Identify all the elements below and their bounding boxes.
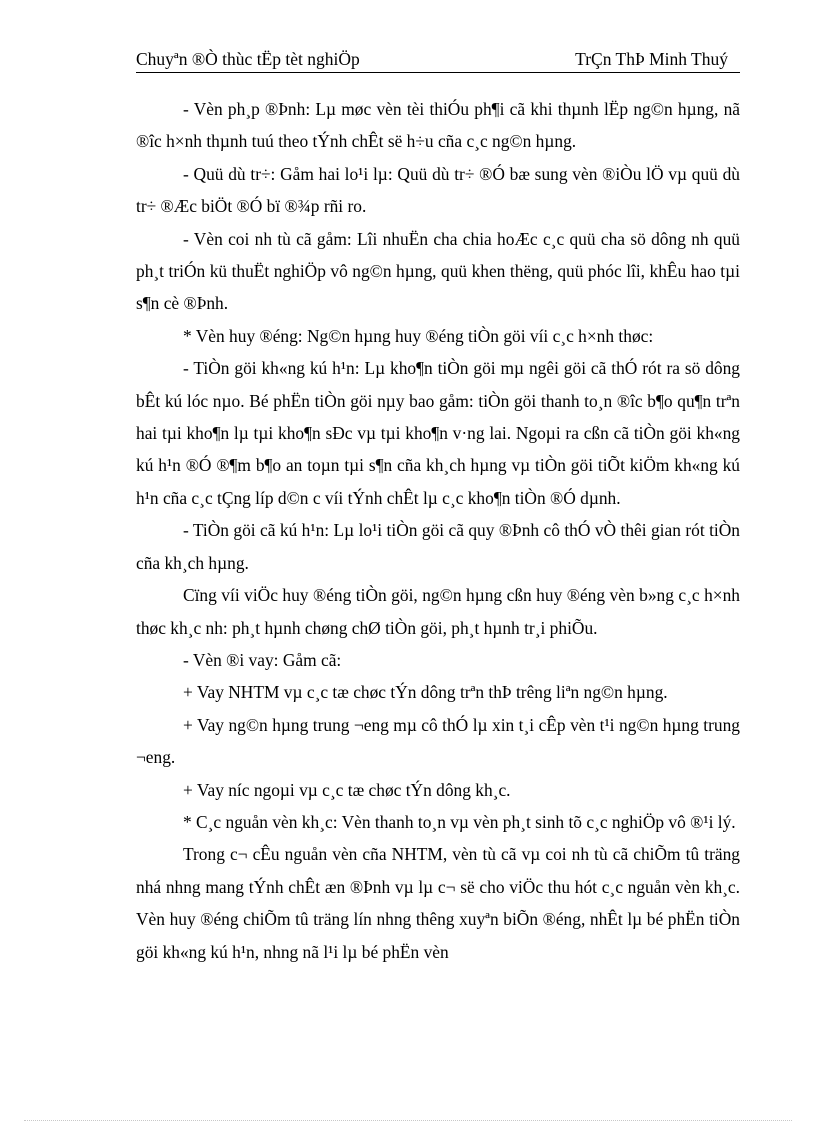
paragraph-other-mobilization: Cïng víi viÖc huy ®éng tiÒn göi, ng©n hµng cßn huy ®éng vèn b»ng c¸c h×nh thøc kh¸c nh: ph¸t hµnh chøng chØ tiÒn göi, ph¸t hµnh tr¸i phiÕu. [136, 585, 740, 638]
paragraph-equivalent-equity: - Vèn coi nh tù cã gåm: Lîi nhuËn cha chia hoÆc c¸c quü cha sö dông nh quü ph¸t triÓn kü thuËt nghiÖp vô ng©n hµng, quü khen thëng, quü phóc lîi, khÊu hao tµi s¶n cè ®Þnh. [136, 228, 740, 314]
paragraph-borrowed-capital: - Vèn ®i vay: Gåm cã: [183, 649, 342, 670]
header-title: Chuyªn ®Ò thùc tËp tèt nghiÖp [136, 49, 360, 69]
paragraph-legal-capital: - Vèn ph¸p ®Þnh: Lµ møc vèn tèi thiÓu ph¶i cã khi thµnh lËp ng©n hµng, nã ®îc h×nh thµnh tuú theo tÝnh chÊt së h÷u cña c¸c ng©n hµng. [136, 99, 740, 152]
paragraph-term-deposits: - TiÒn göi cã kú h¹n: Lµ lo¹i tiÒn göi cã quy ®Þnh cô thÓ vÒ thêi gian rót tiÒn cña kh¸ch hµng. [136, 520, 740, 573]
paragraph-mobilized-capital: * Vèn huy ®éng: Ng©n hµng huy ®éng tiÒn göi víi c¸c h×nh thøc: [183, 325, 654, 346]
paragraph-central-bank-loans: + Vay ng©n hµng trung ¬eng mµ cô thÓ lµ xin t¸i cÊp vèn t¹i ng©n hµng trung ¬eng. [136, 714, 740, 768]
running-header [136, 48, 740, 73]
paragraph-capital-structure: Trong c¬ cÊu nguån vèn cña NHTM, vèn tù cã vµ coi nh tù cã chiÕm tû träng nhá nhng mang tÝnh chÊt æn ®Þnh vµ lµ c¬ së cho viÖc thu hót c¸c nguån vèn kh¸c. Vèn huy ®éng chiÕm tû träng lín nhng thêng xuyªn biÕn ®éng, nhÊt lµ bé phËn tiÒn göi kh«ng kú h¹n, nhng nã l¹i lµ bé phËn vèn [136, 844, 740, 962]
paragraph-interbank-loans: + Vay NHTM vµ c¸c tæ chøc tÝn dông trªn thÞ trêng liªn ng©n hµng. [183, 682, 668, 703]
paragraph-foreign-loans: + Vay níc ngoµi vµ c¸c tæ chøc tÝn dông kh¸c. [183, 779, 511, 800]
header-author: TrÇn ThÞ Minh Thuý [575, 49, 728, 69]
paragraph-reserve-fund: - Quü dù tr÷: Gåm hai lo¹i lµ: Quü dù tr÷ ®Ó bæ sung vèn ®iÒu lÖ vµ quü dù tr÷ ®Æc biÖt ®Ó bï ®¾p rñi ro. [136, 163, 740, 217]
page-bottom-rule [24, 1120, 792, 1121]
paragraph-demand-deposits: - TiÒn göi kh«ng kú h¹n: Lµ kho¶n tiÒn göi mµ ngêi göi cã thÓ rót ra sö dông bÊt kú lóc nµo. Bé phËn tiÒn göi nµy bao gåm: tiÒn göi thanh to¸n ®îc b¶o qu¶n trªn hai tµi kho¶n lµ tµi kho¶n sÐc vµ tµi kho¶n v·ng lai. Ngoµi ra cßn cã tiÒn göi kh«ng kú h¹n ®Ó ®¶m b¶o an toµn tµi s¶n cña kh¸ch hµng vµ tiÒn göi tiÕt kiÖm kh«ng kú h¹n cña c¸c tÇng líp d©n c víi tÝnh chÊt lµ c¸c kho¶n tiÒn ®Ó dµnh. [136, 358, 740, 508]
paragraph-other-sources: * C¸c nguån vèn kh¸c: Vèn thanh to¸n vµ vèn ph¸t sinh tõ c¸c nghiÖp vô ®¹i lý. [183, 811, 736, 832]
body-text [136, 93, 740, 968]
